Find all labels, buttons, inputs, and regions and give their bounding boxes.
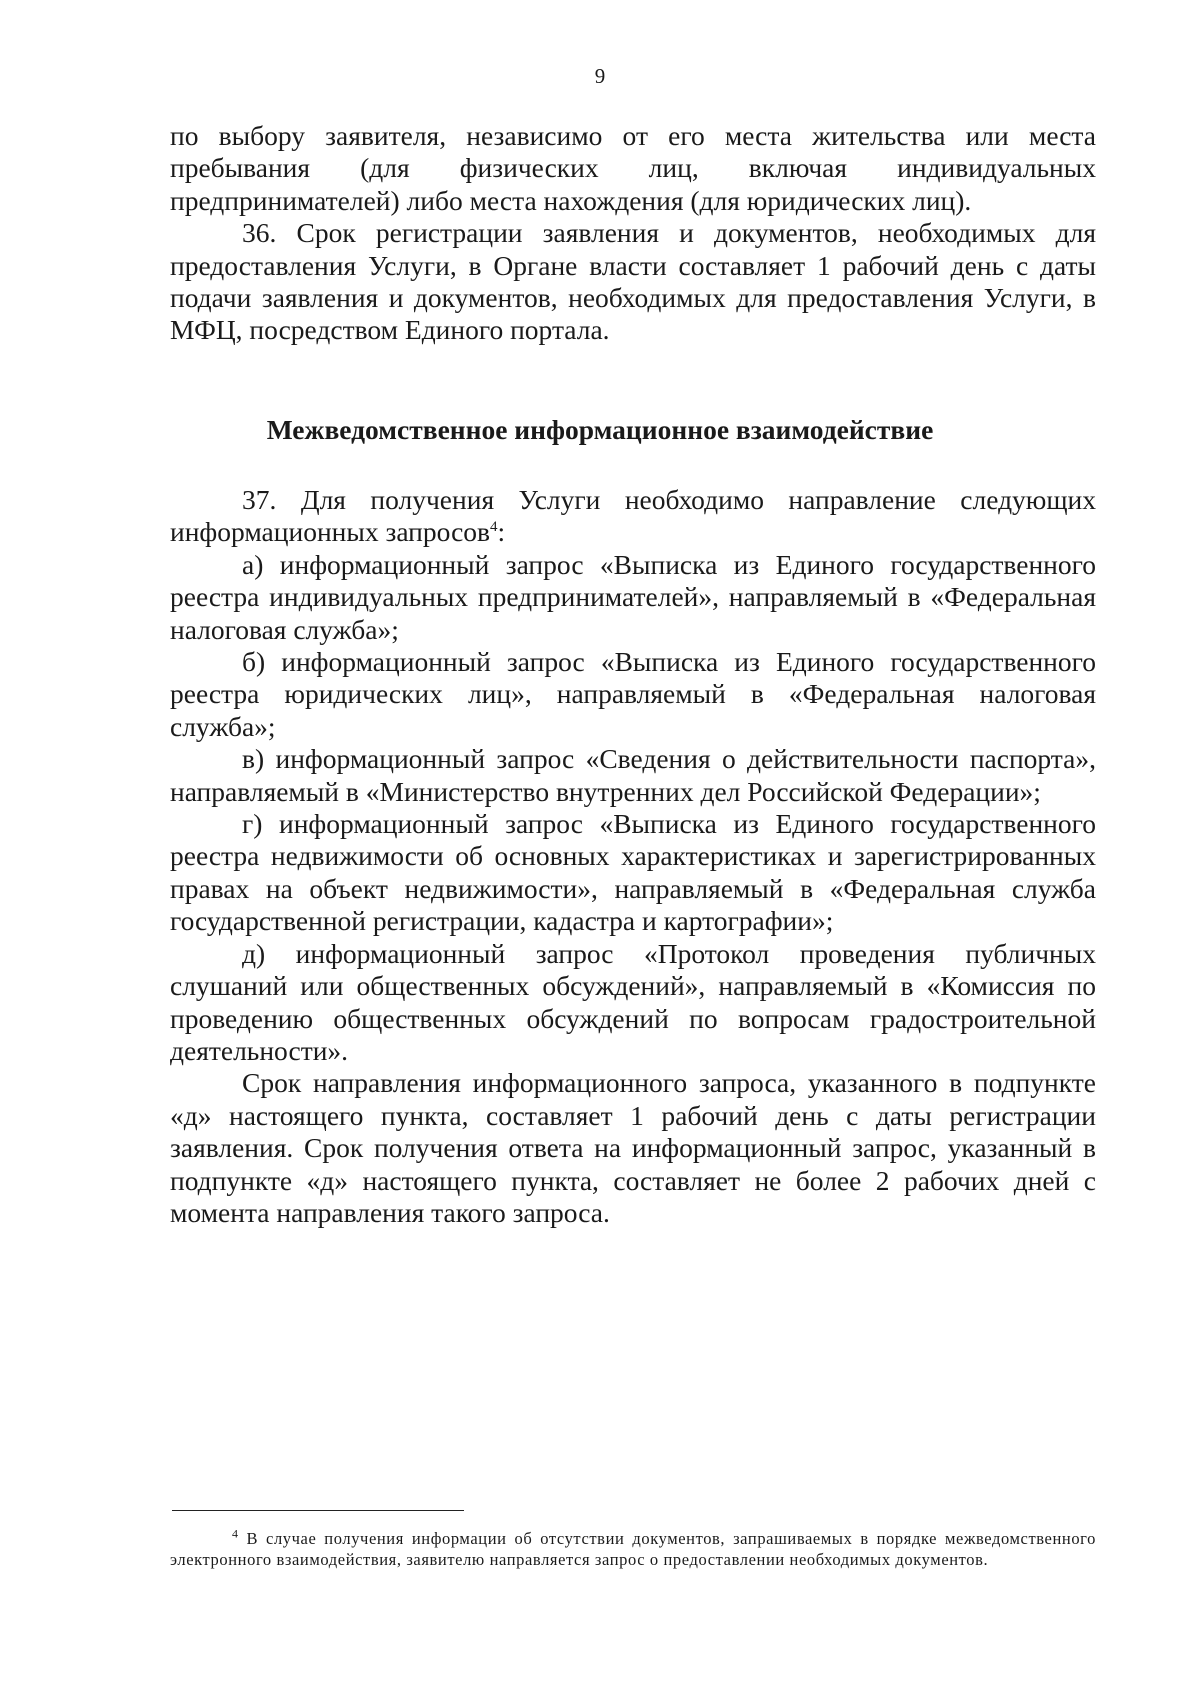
list-item-a: а) информационный запрос «Выписка из Единого государственного реестра индивидуальных предпринимателей», направляемый в «Федеральная налоговая служба»;	[170, 548, 1096, 645]
paragraph-continuation: по выбору заявителя, независимо от его места жительства или места пребывания (для физических лиц, включая индивидуальных предпринимателей) либо места нахождения (для юридических лиц).	[170, 120, 1096, 216]
top-text-block	[170, 120, 1096, 347]
list-item-g: г) информационный запрос «Выписка из Единого государственного реестра недвижимости об основных характеристиках и зарегистрированных правах на объект недвижимости», направляемый в «Федеральная служба государственной регистрации, кадастра и картографии»;	[170, 808, 1096, 937]
footnote-divider	[172, 1510, 464, 1511]
paragraph-deadline: Срок направления информационного запроса, указанного в подпункте «д» настоящего пункта, составляет 1 рабочий день с даты регистрации заявления. Срок получения ответа на информационный запрос, указанный в подпункте «д» настоящего пункта, составляет не более 2 рабочих дней с момента направления такого запроса.	[170, 1067, 1096, 1228]
footnote-reference: 4	[490, 519, 498, 536]
footnote	[170, 1528, 1096, 1570]
section-heading: Межведомственное информационное взаимодействие	[266, 414, 934, 445]
list-item-v: в) информационный запрос «Сведения о действительности паспорта», направляемый в «Министерство внутренних дел Российской Федерации»;	[170, 743, 1096, 807]
page-number: 9	[594, 64, 606, 88]
footnote-mark: 4	[232, 1526, 239, 1541]
paragraph-36: 36. Срок регистрации заявления и документов, необходимых для предоставления Услуги, в Органе власти составляет 1 рабочий день с даты подачи заявления и документов, необходимых для предоставления Услуги, в МФЦ, посредством Единого портала.	[170, 217, 1096, 346]
paragraph-37	[170, 484, 1096, 549]
list-item-b: б) информационный запрос «Выписка из Единого государственного реестра юридических лиц», направляемый в «Федеральная налоговая служба»;	[170, 646, 1096, 742]
footnote-text: В случае получения информации об отсутствии документов, запрашиваемых в порядке межведомственного электронного взаимодействия, заявителю направляется запрос о предоставлении необходимых документов.	[170, 1529, 1096, 1569]
paragraph-37-text: 37. Для получения Услуги необходимо направление следующих информационных запросов	[170, 484, 1096, 548]
list-item-d: д) информационный запрос «Протокол проведения публичных слушаний или общественных обсуждений», направляемый в «Комиссия по проведению общественных обсуждений по вопросам градостроительной деятельности».	[170, 937, 1096, 1066]
main-text-block	[170, 484, 1096, 1229]
paragraph-37-colon: :	[497, 516, 506, 548]
